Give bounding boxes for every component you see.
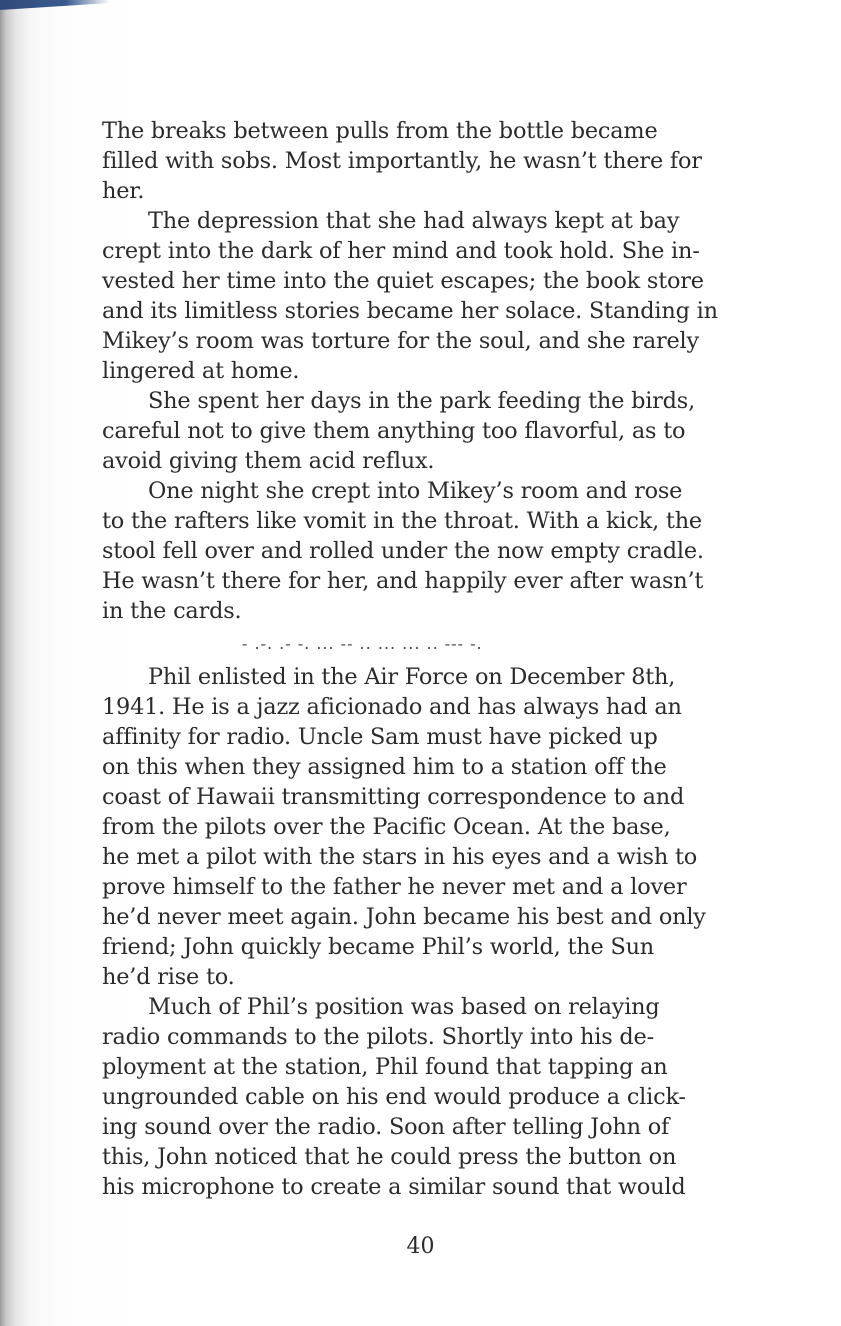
text-line: he’d never meet again. John became his best and only xyxy=(102,904,706,930)
text-line: ployment at the station, Phil found that tapping an xyxy=(102,1054,668,1080)
text-line: his microphone to create a similar sound that would xyxy=(102,1174,686,1200)
text-line: She spent her days in the park feeding the birds, xyxy=(148,388,696,414)
paragraph xyxy=(102,662,706,992)
body-text xyxy=(102,116,718,1202)
scan-edge-mark xyxy=(0,0,110,10)
text-line: He wasn’t there for her, and happily ever after wasn’t xyxy=(102,568,704,594)
text-line: lingered at home. xyxy=(102,358,300,384)
text-section-2 xyxy=(102,662,706,1202)
text-line: crept into the dark of her mind and took hold. She in- xyxy=(102,238,700,264)
text-line: from the pilots over the Pacific Ocean. At the base, xyxy=(102,814,671,840)
text-line: friend; John quickly became Phil’s world, the Sun xyxy=(102,934,655,960)
paragraph xyxy=(102,116,702,206)
text-line: in the cards. xyxy=(102,598,242,624)
text-line: ungrounded cable on his end would produce a click- xyxy=(102,1084,686,1110)
page-number: 40 xyxy=(406,1234,435,1259)
text-line: ing sound over the radio. Soon after telling John of xyxy=(102,1114,670,1140)
text-line: 1941. He is a jazz aficionado and has always had an xyxy=(102,694,682,720)
text-line: he met a pilot with the stars in his eyes and a wish to xyxy=(102,844,698,870)
paragraph xyxy=(102,386,702,476)
paragraph xyxy=(102,476,702,626)
section-separator: - .-. .- -. ... -- .. ... ... .. --- -. xyxy=(242,634,483,653)
text-line: on this when they assigned him to a station off the xyxy=(102,754,667,780)
text-line: affinity for radio. Uncle Sam must have picked up xyxy=(102,724,658,750)
text-line: stool fell over and rolled under the now empty cradle. xyxy=(102,538,704,564)
text-line: careful not to give them anything too flavorful, as to xyxy=(102,418,686,444)
text-line: Mikey’s room was torture for the soul, and she rarely xyxy=(102,328,699,354)
text-line: Much of Phil’s position was based on relaying xyxy=(148,994,660,1020)
text-line: this, John noticed that he could press the button on xyxy=(102,1144,677,1170)
text-line: Phil enlisted in the Air Force on December 8th, xyxy=(148,664,676,690)
text-line: prove himself to the father he never met and a lover xyxy=(102,874,687,900)
text-line: coast of Hawaii transmitting correspondence to and xyxy=(102,784,685,810)
text-line: The depression that she had always kept at bay xyxy=(148,208,680,234)
text-line: and its limitless stories became her solace. Standing in xyxy=(102,298,718,324)
paragraph xyxy=(102,992,702,1202)
paragraph xyxy=(102,206,718,386)
binding-shadow xyxy=(0,0,30,1326)
text-line: radio commands to the pilots. Shortly into his de- xyxy=(102,1024,654,1050)
text-line: he’d rise to. xyxy=(102,964,235,990)
text-line: to the rafters like vomit in the throat. With a kick, the xyxy=(102,508,702,534)
text-line: The breaks between pulls from the bottle became xyxy=(102,118,658,144)
text-section-1 xyxy=(102,116,718,626)
text-line: filled with sobs. Most importantly, he wasn’t there for xyxy=(102,148,702,174)
text-line: her. xyxy=(102,178,145,204)
text-line: One night she crept into Mikey’s room and rose xyxy=(148,478,683,504)
text-line: vested her time into the quiet escapes; the book store xyxy=(102,268,704,294)
text-line: avoid giving them acid reflux. xyxy=(102,448,435,474)
